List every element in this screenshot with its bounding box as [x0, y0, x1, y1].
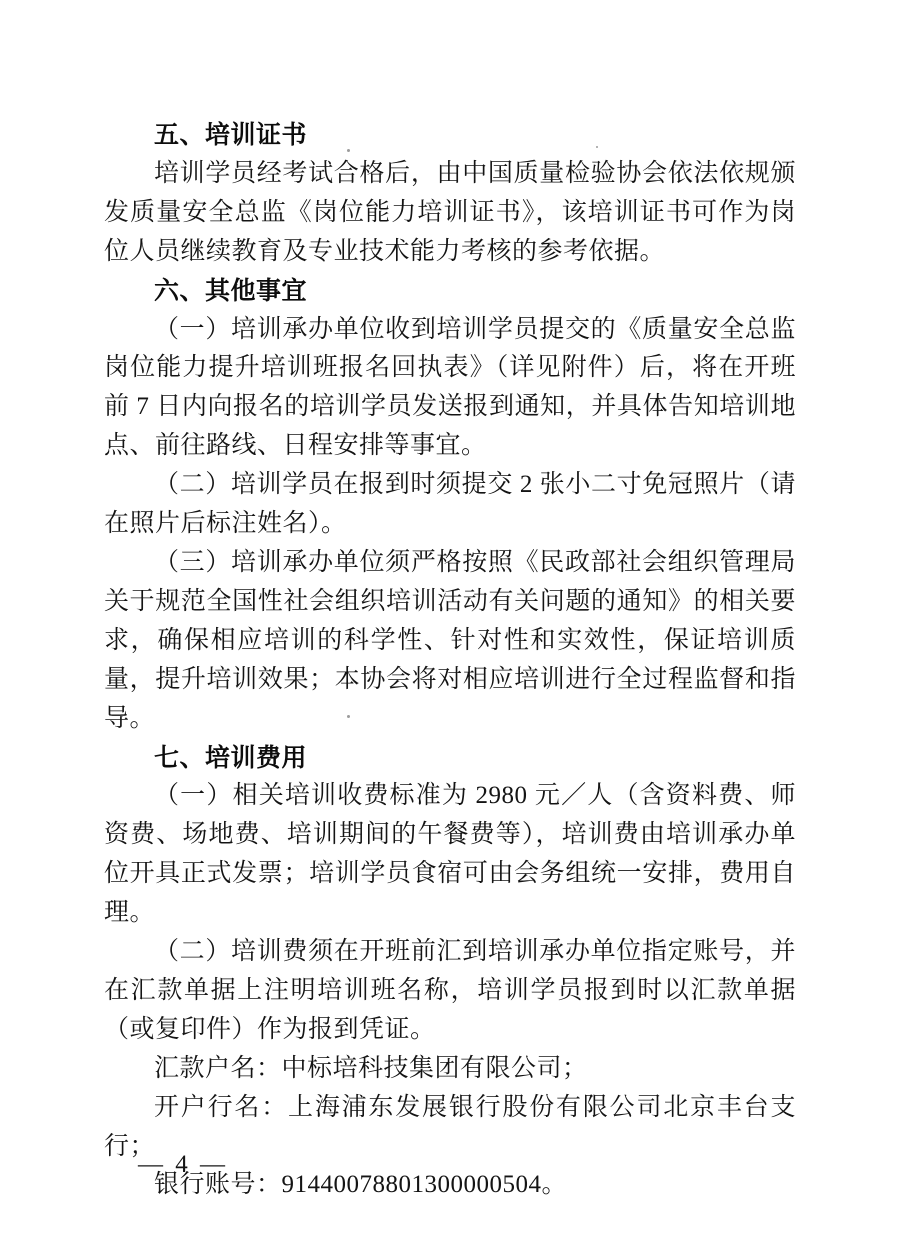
paragraph-other-matters-2: （二）培训学员在报到时须提交 2 张小二寸免冠照片（请在照片后标注姓名）。	[104, 471, 796, 538]
remittance-account-number-line: 银行账号：91440078801300000504。	[154, 1171, 568, 1199]
paragraph-training-fees-1: （一）相关培训收费标准为 2980 元／人（含资料费、师资费、场地费、培训期间的午餐费等），培训费由培训承办单位开具正式发票；培训学员食宿可由会务组统一安排，费用自理。	[104, 782, 796, 927]
scan-speck	[596, 146, 598, 148]
paragraph-other-matters-1: （一）培训承办单位收到培训学员提交的《质量安全总监岗位能力提升培训班报名回执表》（详见附件）后，将在开班前 7 日内向报名的培训学员发送报到通知，并具体告知培训地点、前往路线、日程安排等事宜。	[104, 315, 796, 460]
scan-speck	[347, 715, 350, 718]
remittance-account-name-line: 汇款户名：中标培科技集团有限公司；	[154, 1054, 588, 1082]
section-heading-training-certificate: 五、培训证书	[154, 121, 308, 149]
section-heading-other-matters: 六、其他事宜	[154, 276, 308, 305]
page-number: — 4 —	[138, 1151, 228, 1178]
scan-speck	[347, 149, 350, 152]
paragraph-other-matters-3: （三）培训承办单位须严格按照《民政部社会组织管理局关于规范全国性社会组织培训活动有关问题的通知》的相关要求，确保相应培训的科学性、针对性和实效性，保证培训质量，提升培训效果；本协会将对相应培训进行全过程监督和指导。	[104, 548, 796, 732]
paragraph-training-fees-2: （二）培训费须在开班前汇到培训承办单位指定账号，并在汇款单据上注明培训班名称，培训学员报到时以汇款单据（或复印件）作为报到凭证。	[104, 938, 796, 1043]
document-body	[104, 116, 796, 1205]
paragraph-training-certificate: 培训学员经考试合格后，由中国质量检验协会依法依规颁发质量安全总监《岗位能力培训证书》，该培训证书可作为岗位人员继续教育及专业技术能力考核的参考依据。	[104, 159, 796, 265]
remittance-bank-name-line: 开户行名：上海浦东发展银行股份有限公司北京丰台支行；	[104, 1093, 796, 1160]
section-heading-training-fees: 七、培训费用	[154, 743, 308, 772]
